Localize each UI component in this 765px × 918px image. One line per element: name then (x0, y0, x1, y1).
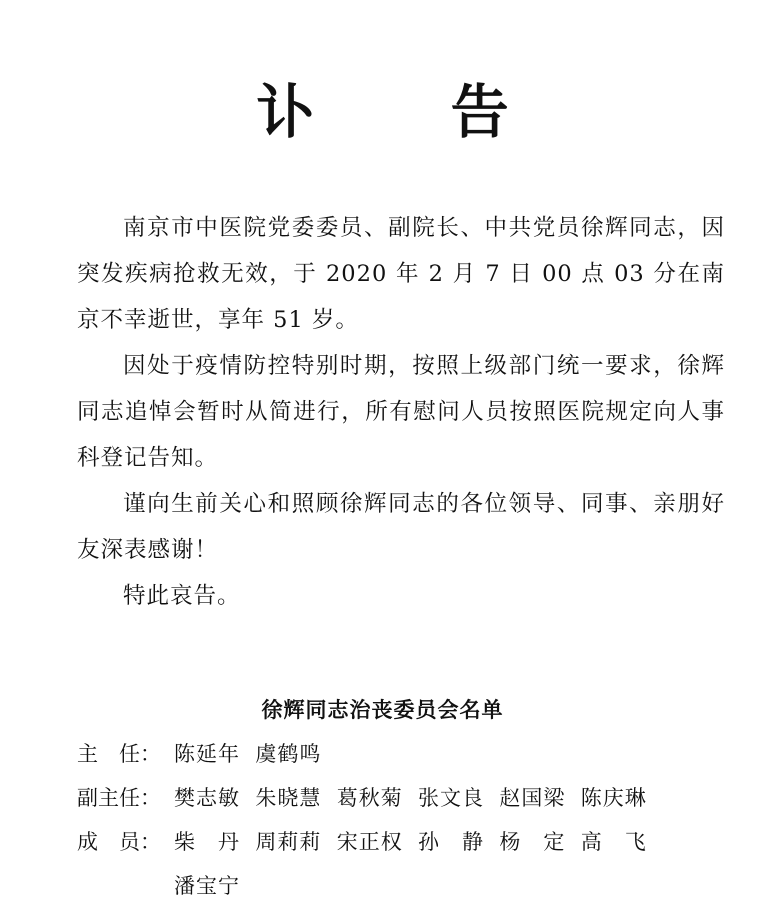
committee-row-director (77, 732, 717, 776)
committee-role-label: 副主任： (77, 786, 161, 810)
obituary-paragraph-closing: 特此哀告。 (123, 583, 241, 609)
committee-members: 陈延年 虞鹤鸣 (174, 742, 322, 766)
committee-members: 樊志敏 朱晓慧 葛秋菊 张文良 赵国梁 陈庆琳 (174, 786, 647, 810)
committee-members: 柴 丹 周莉莉 宋正权 孙 静 杨 定 高 飞 (174, 830, 647, 854)
committee-role-label: 成 员： (77, 830, 161, 854)
committee-role-label (77, 864, 174, 908)
committee-role-label: 主 任： (77, 742, 161, 766)
committee-members: 潘宝宁 (174, 874, 240, 898)
committee-row-members (77, 820, 717, 864)
committee-row-members-continued (77, 864, 717, 908)
committee-title: 徐辉同志治丧委员会名单 (261, 698, 504, 722)
obituary-paragraph-death-notice: 南京市中医院党委委员、副院长、中共党员徐辉同志，因突发疾病抢救无效，于 2020 年 2 月 7 日 00 点 03 分在南京不幸逝世，享年 51 岁。 (77, 215, 725, 333)
obituary-paragraph-thanks: 谨向生前关心和照顾徐辉同志的各位领导、同事、亲朋好友深表感谢！ (77, 491, 725, 563)
obituary-title: 讣 告 (256, 77, 567, 146)
committee-list (77, 732, 717, 908)
obituary-body (77, 205, 725, 619)
committee-row-deputy-director (77, 776, 717, 820)
obituary-paragraph-memorial-arrangement: 因处于疫情防控特别时期，按照上级部门统一要求，徐辉同志追悼会暂时从简进行，所有慰问人员按照医院规定向人事科登记告知。 (77, 353, 725, 471)
